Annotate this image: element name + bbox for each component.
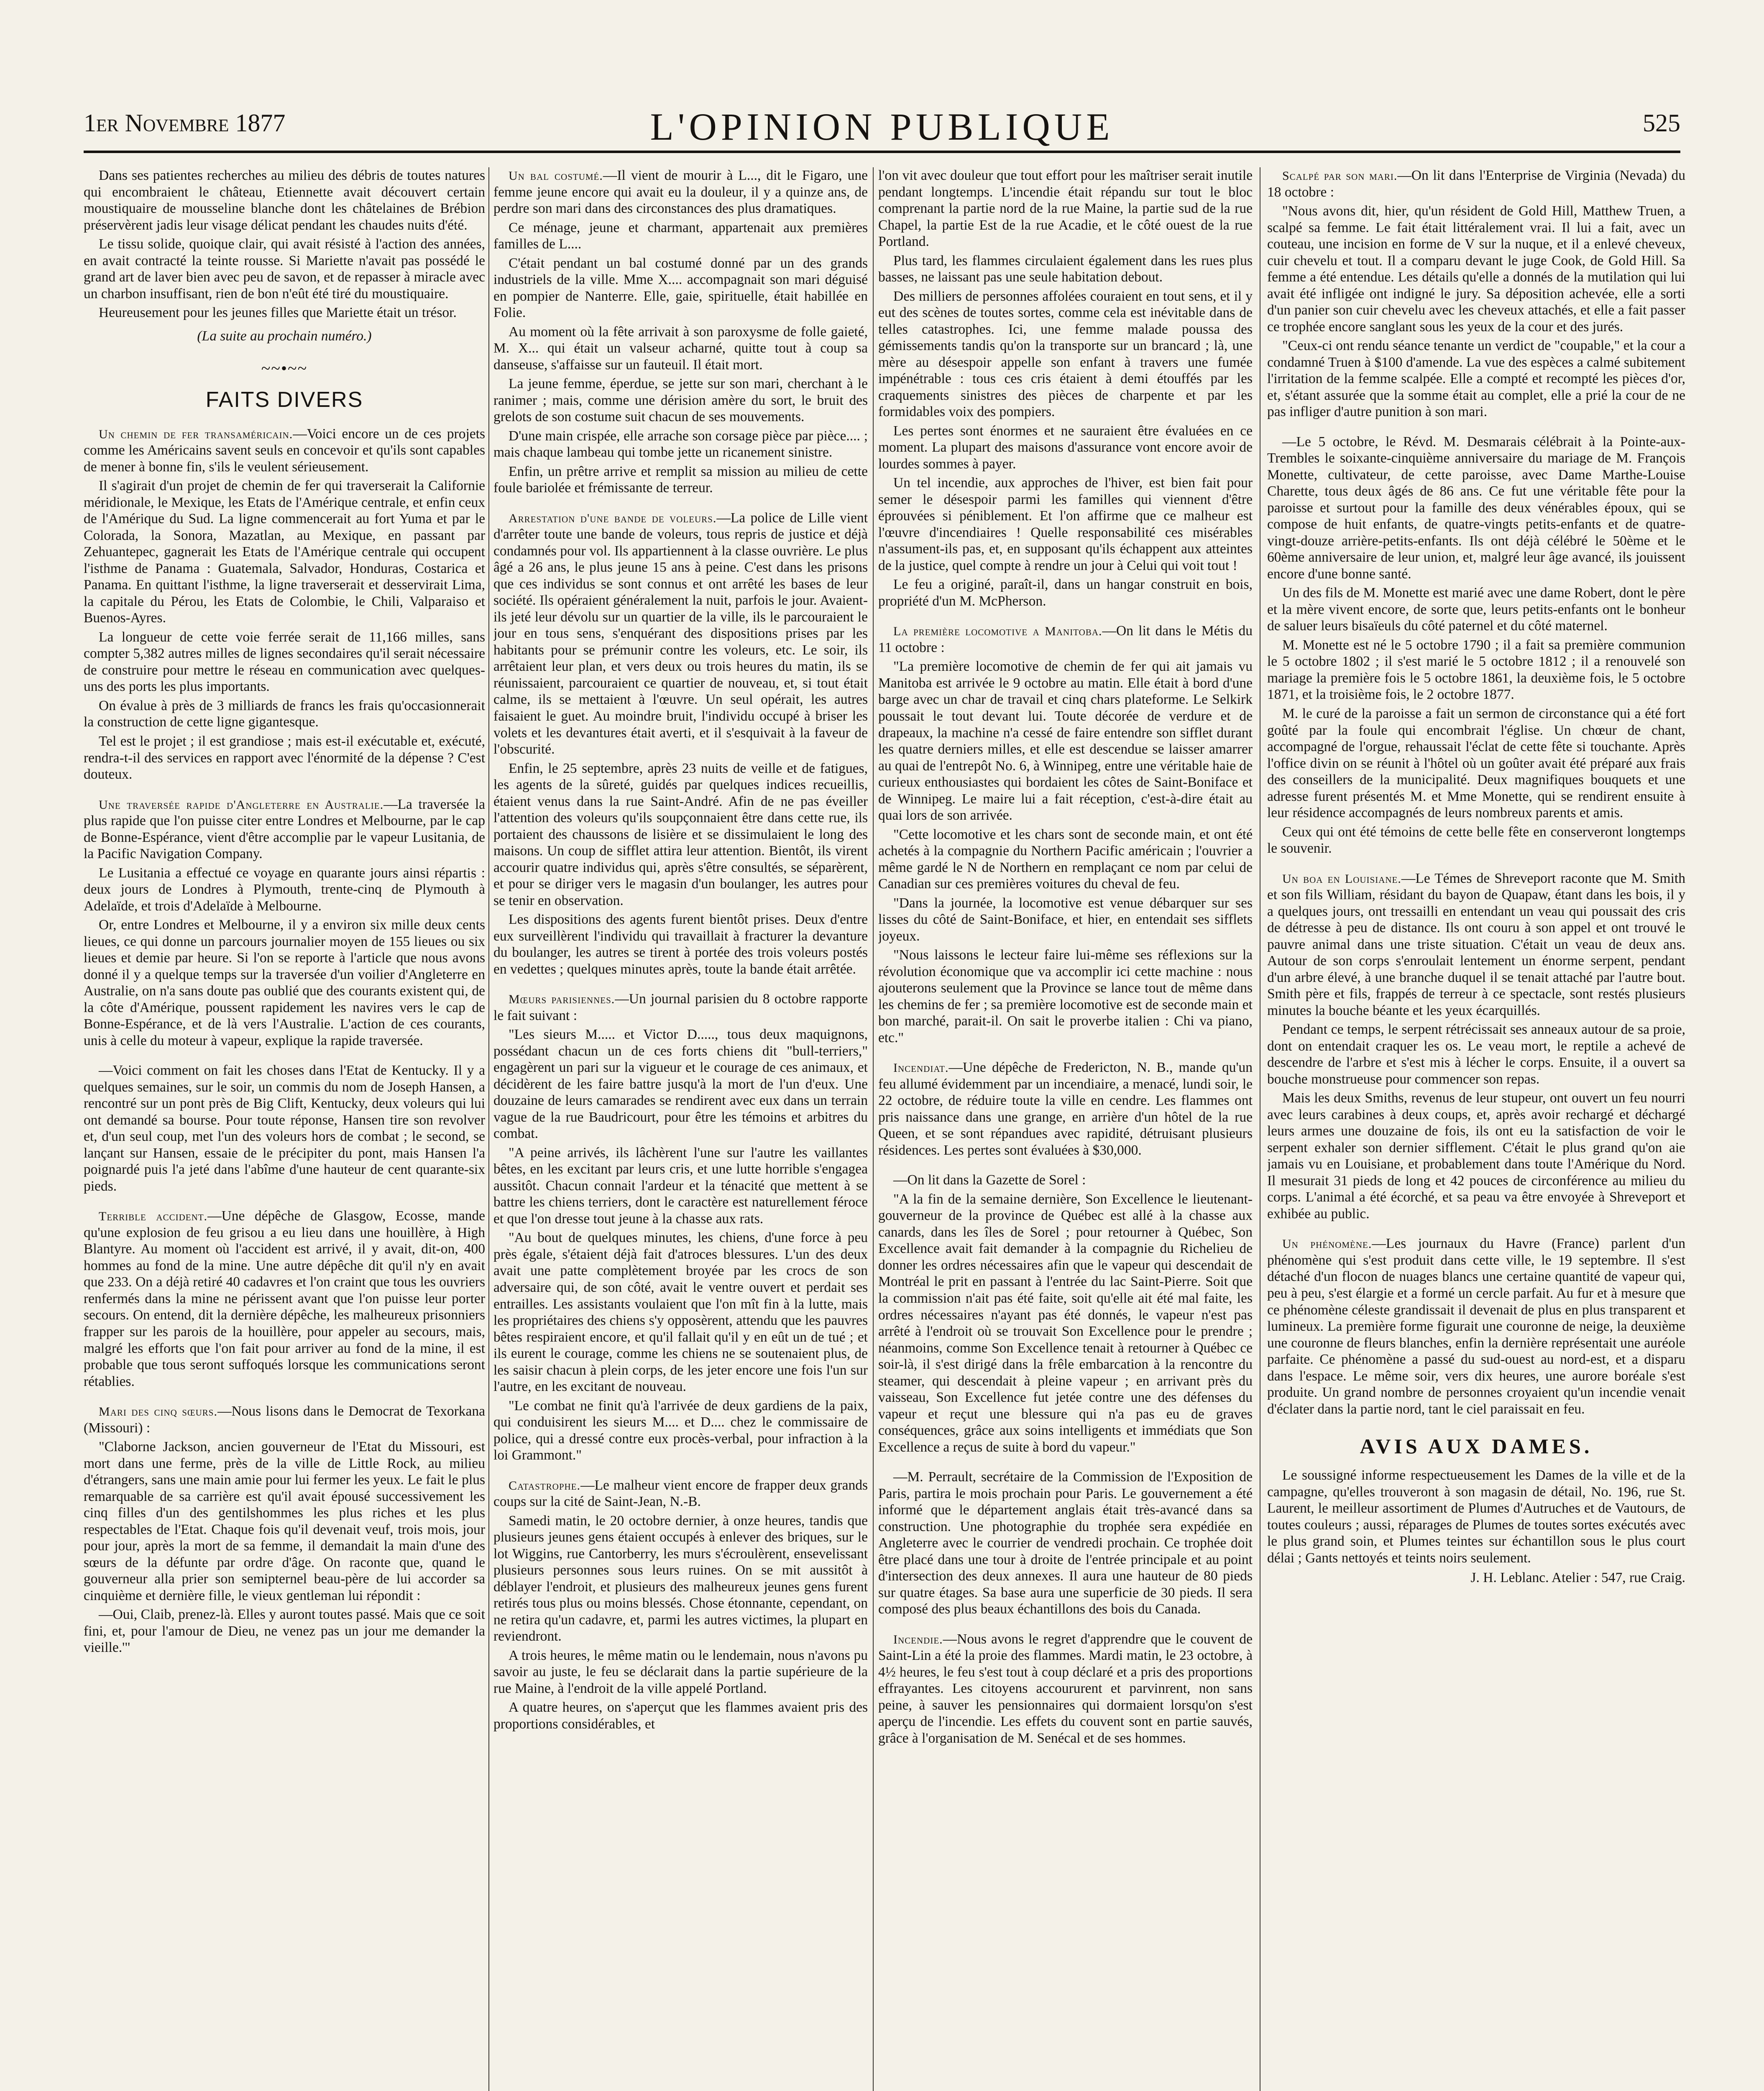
article-text: —Le malheur vient encore de frapper deux grands coups sur la cité de Saint-Jean, N.-B. [493, 1477, 868, 1510]
article-heading: Incendie. [893, 1632, 943, 1646]
paragraph: "Le combat ne finit qu'à l'arrivée de deux gardiens de la paix, qui conduisirent les sieurs M.... et D.... chez le commissaire de police, qui a dressé contre eux procès-verbal, pour infraction à la loi Grammont." [493, 1398, 868, 1463]
paragraph: Pendant ce temps, le serpent rétrécissait ses anneaux autour de sa proie, dont on entendait craquer les os. Le veau mort, le reptile a achevé de descendre de l'arbre et s'est mis à lécher le corps. Ensuite, il a ouvert sa bouche monstrueuse pour commencer son repas. [1267, 1022, 1685, 1087]
paragraph: Au moment où la fête arrivait à son paroxysme de folle gaieté, M. X... qui était un valseur acharné, quitte tout à coup sa danseuse, s'affaisse sur un fauteuil. Il était mort. [493, 324, 868, 373]
article-text: —Nous lisons dans le Democrat de Texorkana (Missouri) : [84, 1403, 485, 1436]
article-text: —Le Témes de Shreveport raconte que M. Smith et son fils William, résidant du bayon de Quapaw, étant dans les bois, il y a quelques jours, ont tressailli en entendant un veau qui poussait des cris de détresse à peu de distance. Ils ont couru à son appel et ont trouvé le pauvre animal dans une triste situation. C'était un veau de deux ans. Autour de son corps s'enroulait lentement un énorme serpent, pendant d'un arbre élevé, à une branche duquel il se tenait attaché par l'autre bout. Smith père et fils, frappés de terreur à ce spectacle, sont restés plusieurs minutes la bouche béante et les yeux écarquillés. [1267, 870, 1685, 1018]
paragraph: Heureusement pour les jeunes filles que Mariette était un trésor. [99, 305, 457, 321]
article [878, 623, 1253, 656]
issue-date: 1er Novembre 1877 [84, 109, 286, 137]
article-heading: Mœurs parisiennes. [509, 992, 615, 1007]
paragraph: Un tel incendie, aux approches de l'hiver, est bien fait pour semer le désespoir parmi les familles qui viennent d'être éprouvées si péniblement. Et l'on affirme que ce malheur est l'œuvre d'incendiaires ! Quelle responsabilité ces misérables n'assument-ils pas, et, en supposant qu'ils échappent aux atteintes de la justice, quel compte à rendre un jour à Celui qui voit tout ! [878, 475, 1253, 573]
ornament-divider: ~~•~~ [261, 359, 308, 378]
column-rule [873, 167, 874, 2091]
article-text: —Les journaux du Havre (France) parlent d'un phénomène qui s'est produit dans cette ville, le 19 septembre. Il s'est détaché d'un flocon de nuages blancs une certaine quantité de vapeur qui, peu à peu, s'est élargie et a formé un cercle parfait. Au fur et à mesure que ce phénomène céleste grandissait il devenait de plus en plus transparent et lumineux. La première forme figurait une couronne de neige, la deuxième une couronne de fleurs blanches, enfin la dernière représentait une auréole parfaite. Ce phénomène a passé du sud-ouest au nord-est, et a disparu dans l'espace. Le même soir, vers dix heures, une aurore boréale s'est produite. Un grand nombre de personnes croyaient qu'un incendie venait d'éclater dans la partie nord, tant le ciel paraissait en feu. [1267, 1236, 1685, 1417]
article-heading: Mari des cinq sœurs. [99, 1405, 217, 1419]
article-heading: Catastrophe. [509, 1478, 581, 1493]
continuation-note: (La suite au prochain numéro.) [197, 328, 372, 344]
article [493, 167, 868, 217]
column-2 [493, 167, 868, 2091]
page-number: 525 [1643, 109, 1680, 137]
article [84, 1208, 485, 1390]
paragraph: A quatre heures, on s'aperçut que les flammes avaient pris des proportions considérables, et [493, 1700, 868, 1732]
paragraph: Enfin, le 25 septembre, après 23 nuits de veille et de fatigues, les agents de la sûreté, guidés par quelques indices recueillis, étaient venus dans la rue Saint-André. Afin de ne pas éveiller l'attention des voleurs qu'ils soupçonnaient être dans cette rue, ils portaient des chaussons de lisière et se dissimulaient le long des maisons. Un coup de sifflet attira leur attention. Bientôt, ils virent accourir quatre individus qui, après s'être consultés, se séparèrent, et pour se diriger vers le magasin d'un boulanger, les autres pour se tenir en observation. [493, 760, 868, 908]
paragraph: Des milliers de personnes affolées couraient en tout sens, et il y eut des scènes de toutes sortes, comme cela est inévitable dans de telles catastrophes. Ici, une femme malade poussa des gémissements tandis qu'on la transporte sur un brancard ; là, une mère au désespoir appelle son enfant à travers une fumée impénétrable : tous ces cris étaient à demi étouffés par les craquements sinistres des pièces de charpente et par les formidables voix des pompiers. [878, 288, 1253, 420]
article-heading: Un phénomène. [1282, 1237, 1372, 1251]
article-heading: Terrible accident. [99, 1209, 208, 1224]
paragraph: "Dans la journée, la locomotive est venue débarquer sur ses lisses du côté de Saint-Boniface, et hier, en entendait ses sifflets joyeux. [878, 895, 1253, 944]
article-text: —Voici encore un de ces projets comme les Américains savent seuls en concevoir et qu'ils sont capables de mener à bonne fin, s'ils le veulent sérieusement. [84, 426, 485, 475]
article [84, 426, 485, 475]
paragraph: Or, entre Londres et Melbourne, il y a environ six mille deux cents lieues, ce qui donne un parcours journalier moyen de 155 lieues ou six lieues et demie par heure. Si l'on se reporte à l'article que nous avons donné il y a quelque temps sur la traversée d'un voilier d'Angleterre en Australie, on n'a sans doute pas oublié que des courants existent qui, de la côte d'Amérique, poussent rapidement les navires vers le cap de Bonne-Espérance, et de là vers l'Australie. L'action de ces courants, unis à celle du moteur à vapeur, explique la rapide traversée. [84, 917, 485, 1048]
article-heading: Scalpé par son mari. [1282, 169, 1398, 183]
article [878, 1059, 1253, 1158]
paragraph: Le tissu solide, quoique clair, qui avait résisté à l'action des années, en avait contracté la teinte rousse. Si Mariette n'avait pas possédé le grand art de laver bien avec peu de savon, et de repasser à miracle avec un charbon insuffisant, rien de bon n'eût été tiré du moustiquaire. [84, 236, 485, 302]
paragraph: Les dispositions des agents furent bientôt prises. Deux d'entre eux surveillèrent l'individu qui travaillait à fracturer la devanture du boulanger, les autres se tirent à portée des trois voleurs postés en vedettes ; quelques minutes après, toute la bande était arrêtée. [493, 912, 868, 977]
article-heading: Incendiat. [893, 1061, 949, 1075]
paragraph: l'on vit avec douleur que tout effort pour les maîtriser serait inutile pendant longtemps. L'incendie était répandu sur tout le bloc comprenant la partie nord de la rue Maine, la partie sud de la rue Chapel, la partie Est de la rue Acadie, et le côté ouest de la rue Portland. [878, 168, 1253, 250]
article-heading: Arrestation d'une bande de voleurs. [509, 511, 717, 525]
article [1267, 870, 1685, 1019]
paragraph: Plus tard, les flammes circulaient également dans les rues plus basses, ne laissant pas une seule habitation debout. [878, 253, 1253, 285]
paragraph: La jeune femme, éperdue, se jette sur son mari, cherchant à le ranimer ; mais, comme une dérision amère du sort, le bruit des grelots de son costume suit chacun de ses mouvements. [493, 376, 868, 425]
article-heading: Un bal costumé. [509, 169, 603, 183]
paragraph: Les pertes sont énormes et ne sauraient être évaluées en ce moment. La plupart des maisons d'assurance vont encore avoir de lourdes sommes à payer. [878, 423, 1253, 472]
paragraph: Ceux qui ont été témoins de cette belle fête en conserveront longtemps le souvenir. [1267, 824, 1685, 856]
paragraph: M. Monette est né le 5 octobre 1790 ; il a fait sa première communion le 5 octobre 1802 ; il s'est marié le 5 octobre 1812 ; il a renouvelé son mariage la première fois le 5 octobre 1861, la deuxième fois, le 5 octobre 1871, et la troisième fois, le 2 octobre 1877. [1267, 637, 1685, 703]
article [84, 1403, 485, 1436]
paragraph: Le feu a originé, paraît-il, dans un hangar construit en bois, propriété d'un M. McPherson. [878, 577, 1253, 609]
article [493, 991, 868, 1024]
paragraph: —Oui, Claib, prenez-là. Elles y auront toutes passé. Mais que ce soit fini, et, pour l'amour de Dieu, ne venez pas un jour me demander la vieille.'" [84, 1607, 485, 1656]
paragraph: "Les sieurs M..... et Victor D....., tous deux maquignons, possédant chacun un de ces forts chiens dit "bull-terriers," engagèrent un pari sur la vigueur et le courage de ces animaux, et décidèrent de les faire battre jusqu'à la mort de l'un d'eux. Une douzaine de leurs camarades se rendirent avec eux dans un terrain vague de la rue Baudricourt, pour être les témoins et arbitres du combat. [493, 1027, 868, 1142]
article-text: —La traversée la plus rapide que l'on puisse citer entre Londres et Melbourne, par le cap de Bonne-Espérance, vient d'être accomplie par le vapeur Lusitania, de la Pacific Navigation Company. [84, 796, 485, 862]
article [84, 796, 485, 862]
paragraph: —Voici comment on fait les choses dans l'Etat de Kentucky. Il y a quelques semaines, sur le soir, un commis du nom de Joseph Hansen, a rencontré sur un pont près de Big Clift, Kentucky, deux voleurs qui lui ont demandé sa bourse. Pour toute réponse, Hansen tire son revolver et, d'un seul coup, met l'un des voleurs hors de combat ; le second, se lançant sur Hansen, essaie de le précipiter du pont, mais Hansen l'a poignardé puis l'a jeté dans l'abîme d'une hauteur de cent quarante-six pieds. [84, 1063, 485, 1194]
masthead [84, 105, 1680, 153]
article [1267, 1235, 1685, 1417]
section-title: FAITS DIVERS [205, 388, 363, 412]
paragraph: Tel est le projet ; il est grandiose ; mais est-il exécutable et, exécuté, rendra-t-il des services en rapport avec l'énormité de la dépense ? C'est douteux. [84, 733, 485, 782]
article [878, 1631, 1253, 1747]
paragraph: —On lit dans la Gazette de Sorel : [893, 1172, 1086, 1188]
paragraph: Il s'agirait d'un projet de chemin de fer qui traverserait la Californie méridionale, le Mexique, les Etats de l'Amérique centrale, et enfin ceux de l'Amérique du Sud. La ligne commencerait au fort Yuma et par le Colorada, la Sonora, Mazatlan, au Mexique, en passant par Zehuantepec, gagnerait les Etats de l'Amérique centrale qui occupent l'isthme de Panama : Guatemala, Salvador, Honduras, Costarica et Panama. En quittant l'isthme, la ligne traverserait et desservirait Lima, la capitale du Pérou, les Etats de Colombie, le Chili, Valparaiso et Buenos-Ayres. [84, 478, 485, 626]
paragraph: La longueur de cette voie ferrée serait de 11,166 milles, sans compter 5,382 autres milles de lignes secondaires qu'il serait nécessaire de construire pour mettre le réseau en communication avec quelques-uns des ports les plus importants. [84, 629, 485, 695]
article [493, 510, 868, 758]
paragraph: "Nous avons dit, hier, qu'un résident de Gold Hill, Matthew Truen, a scalpé sa femme. Le fait était littéralement vrai. Il lui a fait, avec un couteau, une incision en forme de V sur la nuque, et il a enlevé cheveux, cuir chevelu et tout. Il a comparu devant le juge Cook, de Gold Hill. Sa femme a été entendue. Les détails qu'elle a donnés de la mutilation qui lui avait été infligée ont indigné le jury. Sa déposition achevée, elle a sorti d'un panier son cuir chevelu avec les cheveux attachés, et elle a fait passer ce trophée encore sanglant sous les yeux de la cour et des jurés. [1267, 203, 1685, 335]
paragraph: M. le curé de la paroisse a fait un sermon de circonstance qui a été fort goûté par la foule qui encombrait l'église. Un chœur de chant, accompagné de l'orgue, rehaussait l'éclat de cette fête si touchante. Après l'office divin on se réunit à l'hôtel où un goûter avait été préparé aux frais des conseillers de la municipalité. Deux magnifiques bouquets et une adresse furent présentés M. et Mme Monette, qui se rendirent ensuite à leur résidence accompagnés de leurs nombreux parents et amis. [1267, 706, 1685, 821]
advertisement-signature: J. H. Leblanc. Atelier : 547, rue Craig. [1470, 1570, 1685, 1586]
paragraph: Dans ses patientes recherches au milieu des débris de toutes natures qui encombraient le château, Etiennette avait découvert certain moustiquaire de mousseline blanche dont les châtelaines de Brébion préservèrent jadis leur visage délicat pendant les chaudes nuits d'été. [84, 168, 485, 233]
paragraph: On évalue à près de 3 milliards de francs les frais qu'occasionnerait la construction de cette ligne gigantesque. [84, 698, 485, 730]
paragraph: Enfin, un prêtre arrive et remplit sa mission au milieu de cette foule bariolée et frémissante de terreur. [493, 463, 868, 496]
article-text: —Nous avons le regret d'apprendre que le couvent de Saint-Lin a été la proie des flammes. Mardi matin, le 23 octobre, à 4½ heures, le feu s'est tout à coup déclaré et a pris des proportions effrayantes. Les citoyens accoururent et parvinrent, non sans peine, à sauver les pensionnaires qui dormaient lorsqu'on s'est aperçu de l'incendie. Les effets du couvent sont en partie sauvés, grâce à l'organisation de M. Senécal et de ses hommes. [878, 1631, 1253, 1746]
paragraph: Mais les deux Smiths, revenus de leur stupeur, ont ouvert un feu nourri avec leurs carabines à deux coups, et, après avoir rechargé et déchargé leurs armes une douzaine de fois, ils ont eu la satisfaction de voir le serpent exhaler son dernier sifflement. C'était le plus grand qu'on aie jamais vu en Louisiane, et probablement dans toute l'Amérique du Nord. Il mesurait 31 pieds de long et 42 pouces de circonférence au milieu du corps. L'animal a été écorché, et sa peau va être envoyée à Shreveport et exhibée au public. [1267, 1090, 1685, 1222]
article-text: —On lit dans le Métis du 11 octobre : [878, 623, 1253, 655]
paragraph: "A la fin de la semaine dernière, Son Excellence le lieutenant-gouverneur de la province de Québec est allé à la chasse aux canards, dans les îles de Sorel ; pour retourner à Québec, Son Excellence avait fait demander à la compagnie du Richelieu de donner les ordres nécessaires afin que le vapeur qui descendait de Montréal le prit en passant à l'entrée du lac Saint-Pierre. Soit que la commission n'ait pas été faite, soit qu'elle ait été mal faite, les ordres nécessaires n'ayant pas été donnés, le vapeur n'est pas arrêté à l'endroit où se trouvait Son Excellence pour le prendre ; néanmoins, comme Son Excellence tenait à retourner à Québec ce soir-là, il s'est dirigé dans la frêle embarcation à la rencontre du steamer, qui descendait à pleine vapeur ; en arrivant près du vaisseau, Son Excellence fut jetée contre une des défenses du vapeur et reçut une blessure qui n'a pas eu de graves conséquences, grâce aux soins intelligents et immédiats que Son Excellence a reçus de suite à bord du vapeur." [878, 1191, 1253, 1455]
paragraph: "Nous laissons le lecteur faire lui-même ses réflexions sur la révolution économique que va accomplir ici cette machine : nous ajouterons seulement que la Province se lance tout de même dans les chemins de fer ; sa première locomotive est de seconde main et bon marché, parait-il. On sait le proverbe italien : Chi va piano, etc." [878, 947, 1253, 1046]
paragraph: Un des fils de M. Monette est marié avec une dame Robert, dont le père et la mère vivent encore, de sorte que, leurs petits-enfants ont le bonheur de saluer leurs bisaïeuls du côté paternel et du côté maternel. [1267, 585, 1685, 634]
paragraph: "Claborne Jackson, ancien gouverneur de l'Etat du Missouri, est mort dans une ferme, près de la ville de Little Rock, au milieu d'étrangers, sans une main amie pour lui fermer les yeux. Le fait le plus remarquable de sa carrière est qu'il avait épousé successivement les cinq filles d'un des gentilshommes les plus riches et les plus respectables de l'Etat. Chaque fois qu'il devenait veuf, trois mois, jour pour jour, après la mort de sa femme, il demandait la main d'une des sœurs de la défunte par ordre d'âge. On raconte que, quand le gouverneur alla prier son semipternel beau-père de lui accorder sa cinquième et dernière fille, le vieux gentleman lui répondit : [84, 1439, 485, 1603]
paragraph: Samedi matin, le 20 octobre dernier, à onze heures, tandis que plusieurs jeunes gens étaient occupés à enlever des briques, sur le lot Wiggins, rue Cantorberry, les murs s'écroulèrent, ensevelissant plusieurs personnes sous leurs ruines. On se mit aussitôt à déblayer l'endroit, et plusieurs des malheureux jeunes gens furent retirés tous plus ou moins blessés. Chose étonnante, cependant, on ne retira qu'un cadavre, et, parmi les autres victimes, la plupart en reviendront. [493, 1513, 868, 1644]
article-heading: La première locomotive a Manitoba. [893, 624, 1102, 639]
paragraph: Ce ménage, jeune et charmant, appartenait aux premières familles de L.... [493, 220, 868, 252]
article-text: —Une dépêche de Glasgow, Ecosse, mande qu'une explosion de feu grisou a eu lieu dans une houillère, à High Blantyre. Au moment où l'accident est arrivé, il y avait, dit-on, 400 hommes au fond de la mine. Une autre dépêche dit qu'il n'y en avait que 233. On a déjà retiré 40 cadavres et l'on craint que tous les ouvriers renfermés dans la mine ne périssent avant que l'on puisse leur porter secours. On entend, dit la dernière dépêche, les malheureux prisonniers frapper sur les parois de la houillère, pour appeler au secours, mais, malgré les efforts que l'on fait pour arriver au fond de la mine, il est probable que tous seront suffoqués lorsque les communications seront rétablies. [84, 1208, 485, 1389]
paragraph: "Ceux-ci ont rendu séance tenante un verdict de "coupable," et la cour a condamné Truen à $100 d'amende. La vue des espèces a calmé subitement l'irritation de la femme scalpée. Elle a compté et recompté les pièces d'or, et, s'étant assurée que la somme était au complet, elle a prié la cour de ne pas infliger d'autre punition à son mari. [1267, 338, 1685, 420]
column-rule [488, 167, 489, 2091]
column-3 [878, 167, 1253, 2091]
paragraph: C'était pendant un bal costumé donné par un des grands industriels de la ville. Mme X.... accompagnait son mari déguisé en pompier de Nanterre. Elle, gaie, spirituelle, était habillée en Folie. [493, 255, 868, 321]
newspaper-title: L'OPINION PUBLIQUE [650, 105, 1114, 148]
column-4 [1267, 167, 1685, 2091]
article-text: —Il vient de mourir à L..., dit le Figaro, une femme jeune encore qui avait eu la douleur, il y a quinze ans, de perdre son mari dans des circonstances des plus dramatiques. [493, 168, 868, 217]
paragraph: —M. Perrault, secrétaire de la Commission de l'Exposition de Paris, partira le mois prochain pour Paris. Le gouvernement a été informé que le département anglais était très-avancé dans sa construction. Une photographie du trophée sera expédiée en Angleterre avec le courrier de vendredi prochain. Ce trophée doit être placé dans une tour à droite de l'entrée principale et au point d'intersection des deux annexes. Il aura une hauteur de 80 pieds sur quatre étages. Sa base aura une superficie de 30 pieds. Il sera composé des plus beaux échantillons des bois du Canada. [878, 1469, 1253, 1617]
column-1 [84, 167, 485, 2091]
advertisement-title: AVIS AUX DAMES. [1360, 1434, 1593, 1458]
article-text: —La police de Lille vient d'arrêter toute une bande de voleurs, tous repris de justice et déjà condamnés pour vol. Ils appartiennent à la classe ouvrière. Le plus âgé a 26 ans, le plus jeune 15 ans à peine. C'est dans les prisons que ces individus se sont connus et ont arrêté les bases de leur société. Ils opéraient généralement la nuit, parfois le jour. Avaient-ils jeté leur dévolu sur un quartier de la ville, ils le parcouraient le jour en tous sens, s'enquérant des dispositions prises par les habitants pour se prémunir contre les voleurs, etc. Le soir, ils arrêtaient leur plan, et vers deux ou trois heures du matin, ils se réunissaient, parcouraient ce quartier de nouveau, et, si tout était calme, ils se mettaient à l'œuvre. Un seul opérait, les autres faisaient le guet. Au moindre bruit, l'individu occupé à briser les volets et les devantures était averti, et il s'esquivait à la faveur de l'obscurité. [493, 510, 868, 757]
paragraph: "Au bout de quelques minutes, les chiens, d'une force à peu près égale, s'étaient déjà fait d'atroces blessures. L'un des deux avait une patte complètement broyée par les crocs de son adversaire qui, de son côté, avait le ventre ouvert et perdait ses entrailles. Les assistants voulaient que l'on mît fin à la lutte, mais les propriétaires des chiens s'y opposèrent, attendu que les pauvres bêtes respiraient encore, et qu'il fallait qu'il y en eût un de tué ; et ils eurent le courage, comme les chiens ne se soutenaient plus, de les saisir chacun à plein corps, de les jeter encore une fois l'un sur l'autre, en les excitant de nouveau. [493, 1230, 868, 1395]
article-heading: Un boa en Louisiane. [1282, 872, 1401, 886]
advertisement-text: Le soussigné informe respectueusement les Dames de la ville et de la campagne, qu'elles trouveront à son magasin de détail, No. 196, rue St. Laurent, le meilleur assortiment de Plumes d'Autruches et de Vautours, de toutes couleurs ; aussi, réparages de Plumes de toutes sortes exécutés avec le plus grand soin, et Plumes teintes sur échantillon sous le plus court délai ; Gants nettoyés et teints noirs seulement. [1267, 1467, 1685, 1566]
paragraph: "A peine arrivés, ils lâchèrent l'une sur l'autre les vaillantes bêtes, en les excitant par leurs cris, et une lutte horrible s'engagea aussitôt. Chacun connait l'ardeur et la ténacité que mettent à se battre les chiens terriers, dont le caractère est naturellement féroce et que l'on dresse tout jeune à la chasse aux rats. [493, 1145, 868, 1227]
article [493, 1477, 868, 1510]
paragraph: "La première locomotive de chemin de fer qui ait jamais vu Manitoba est arrivée le 9 octobre au matin. Elle était à bord d'une barge avec un char de travail et cinq chars plateforme. Le Selkirk poussait le tout devant lui. Toute décorée de verdure et de drapeaux, la machine n'a cessé de faire entendre son sifflet durant les quatre derniers milles, et elle est descendue se laisser amarrer au quai de l'entrepôt No. 6, à Winnipeg, entre une véritable haie de curieux enthousiastes qui bordaient les côtes de Saint-Boniface et de Winnipeg. Le maire lui a fait réception, c'est-à-dire était au quai lors de son arrivée. [878, 659, 1253, 823]
paragraph: "Cette locomotive et les chars sont de seconde main, et ont été achetés à la compagnie du Northern Pacific américain ; l'ouvrier a même gardé le N de Northern en remplaçant ce nom par celui de Canadian sur ces premières voitures du cheval de feu. [878, 826, 1253, 892]
article-heading: Un chemin de fer transaméricain. [99, 427, 293, 441]
paragraph: D'une main crispée, elle arrache son corsage pièce par pièce.... ; mais chaque lambeau qui tombe jette un ricanement sinistre. [493, 428, 868, 460]
paragraph: Le Lusitania a effectué ce voyage en quarante jours ainsi répartis : deux jours de Londres à Plymouth, trente-cinq de Plymouth à Adelaïde, et trois d'Adelaïde à Melbourne. [84, 865, 485, 914]
article [1267, 167, 1685, 200]
article-heading: Une traversée rapide d'Angleterre en Australie. [99, 798, 384, 812]
paragraph: —Le 5 octobre, le Révd. M. Desmarais célébrait à la Pointe-aux-Trembles le soixante-cinquième anniversaire du mariage de M. François Monette, cultivateur, de cette paroisse, avec Dame Marthe-Louise Charette, tous deux âgés de 86 ans. Ce fut une véritable fête pour la paroisse et surtout pour la famille des deux vénérables époux, qui se compose de huit enfants, de quatre-vingts petits-enfants et de quatre-vingt-douze arrière-petits-enfants. Ils ont déjà célébré le 50ème et le 60ème anniversaire de leur union, et, malgré leur âge avancé, ils jouissent encore d'une bonne santé. [1267, 434, 1685, 582]
article-text: —On lit dans l'Enterprise de Virginia (Nevada) du 18 octobre : [1267, 168, 1685, 200]
article-text: —Un journal parisien du 8 octobre rapporte le fait suivant : [493, 991, 868, 1023]
article-text: —Une dépêche de Fredericton, N. B., mande qu'un feu allumé évidemment par un incendiaire, a menacé, lundi soir, le 22 octobre, de réduire toute la ville en cendre. Les flammes ont pris naissance dans une grange, en arrière d'un hôtel de la rue Queen, et se sont répandues avec rapidité, détruisant plusieurs résidences. Les pertes sont évaluées à $30,000. [878, 1060, 1253, 1158]
paragraph: A trois heures, le même matin ou le lendemain, nous n'avons pu savoir au juste, le feu se déclarait dans la partie supérieure de la rue Maine, à l'endroit de la ville appelé Portland. [493, 1647, 868, 1696]
